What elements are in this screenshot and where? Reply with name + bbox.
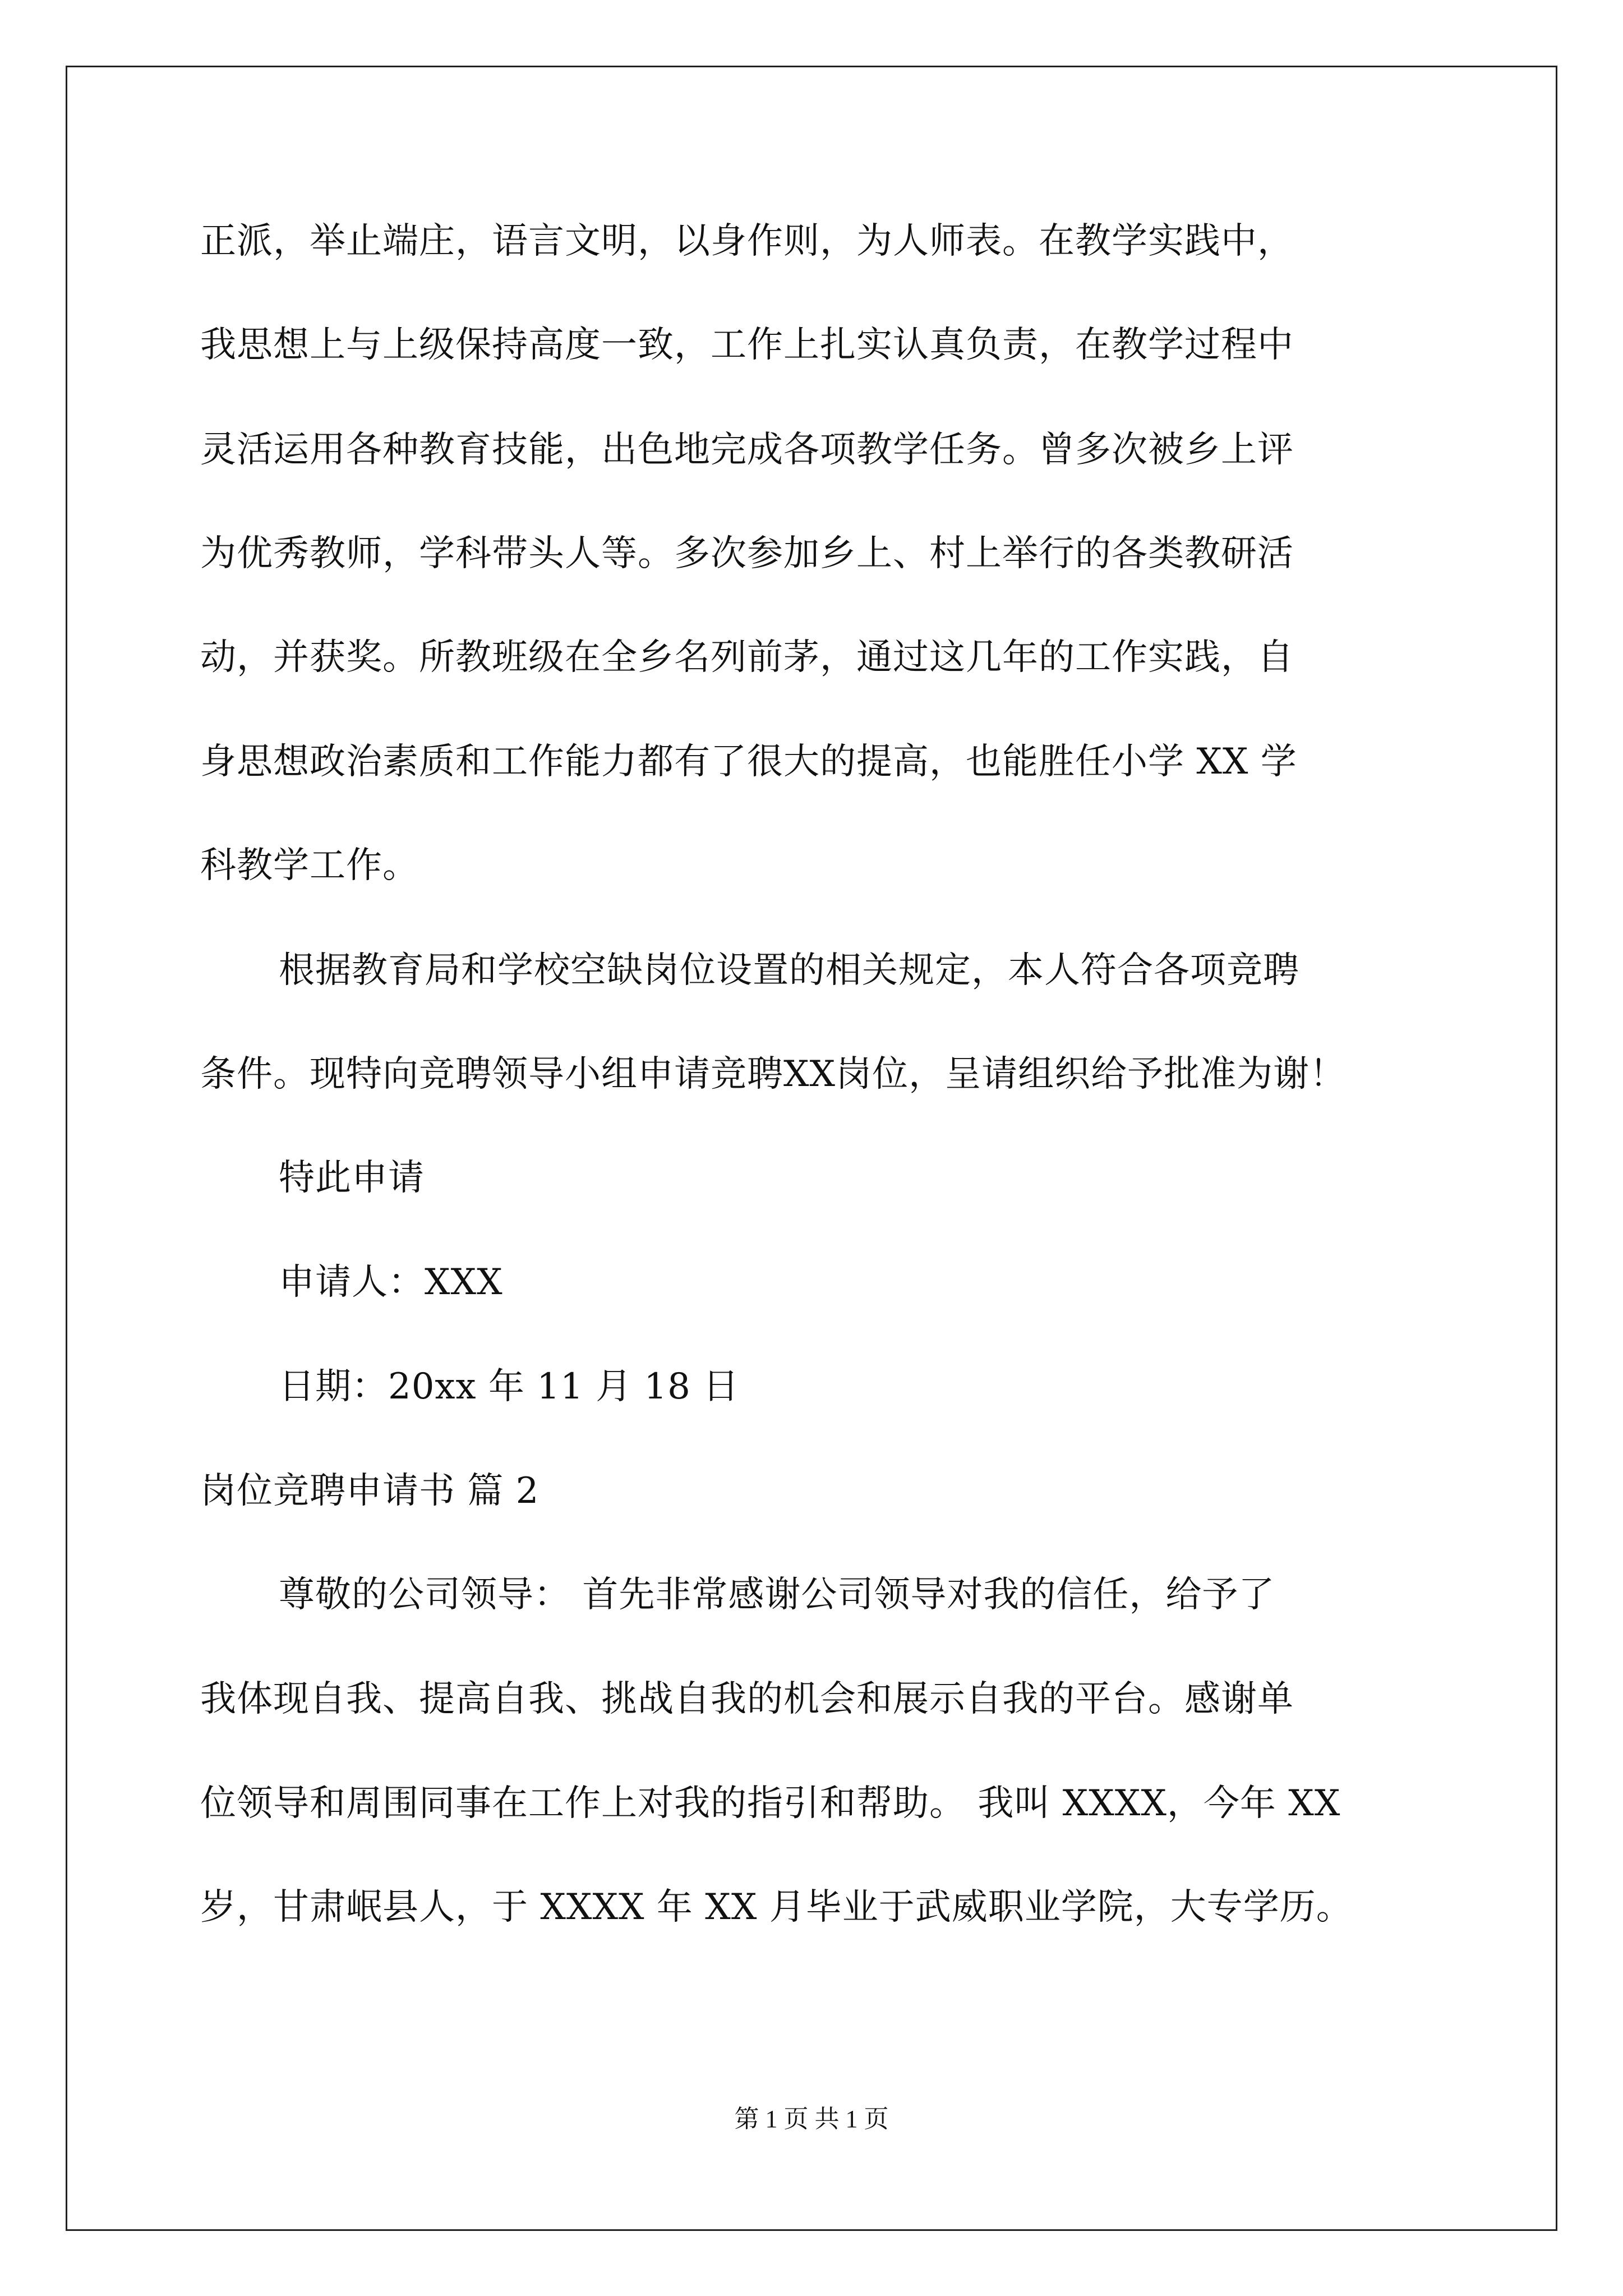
body-line: 灵活运用各种教育技能，出色地完成各项教学任务。曾多次被乡上评 bbox=[200, 429, 1294, 471]
body-line: 动，并获奖。所教班级在全乡名列前茅，通过这几年的工作实践，自 bbox=[200, 637, 1294, 678]
body-line: 我思想上与上级保持高度一致，工作上扎实认真负责，在教学过程中 bbox=[200, 324, 1294, 366]
date-line: 日期：20xx 年 11 月 18 日 bbox=[279, 1366, 740, 1407]
body-line: 为优秀教师，学科带头人等。多次参加乡上、村上举行的各类教研活 bbox=[200, 533, 1294, 574]
salutation-line: 尊敬的公司领导： 首先非常感谢公司领导对我的信任，给予了 bbox=[279, 1574, 1275, 1616]
paragraph-start-line: 根据教育局和学校空缺岗位设置的相关规定，本人符合各项竞聘 bbox=[279, 950, 1299, 991]
body-line: 位领导和周围同事在工作上对我的指引和帮助。 我叫 XXXX，今年 XX bbox=[200, 1783, 1341, 1824]
body-line: 身思想政治素质和工作能力都有了很大的提高，也能胜任小学 XX 学 bbox=[200, 741, 1297, 783]
body-line: 科教学工作。 bbox=[200, 845, 419, 886]
body-line: 条件。现特向竞聘领导小组申请竞聘XX岗位，呈请组织给予批准为谢！ bbox=[200, 1053, 1347, 1095]
closing-phrase: 特此申请 bbox=[279, 1157, 425, 1199]
applicant-line: 申请人：XXX bbox=[279, 1262, 503, 1303]
body-line: 岁，甘肃岷县人，于 XXXX 年 XX 月毕业于武威职业学院，大专学历。 bbox=[200, 1887, 1353, 1928]
body-line: 正派，举止端庄，语言文明，以身作则，为人师表。在教学实践中， bbox=[200, 220, 1294, 262]
page-number: 第 1 页 共 1 页 bbox=[734, 2105, 889, 2133]
body-line: 我体现自我、提高自我、挑战自我的机会和展示自我的平台。感谢单 bbox=[200, 1678, 1294, 1720]
section-heading: 岗位竞聘申请书 篇 2 bbox=[200, 1470, 540, 1512]
